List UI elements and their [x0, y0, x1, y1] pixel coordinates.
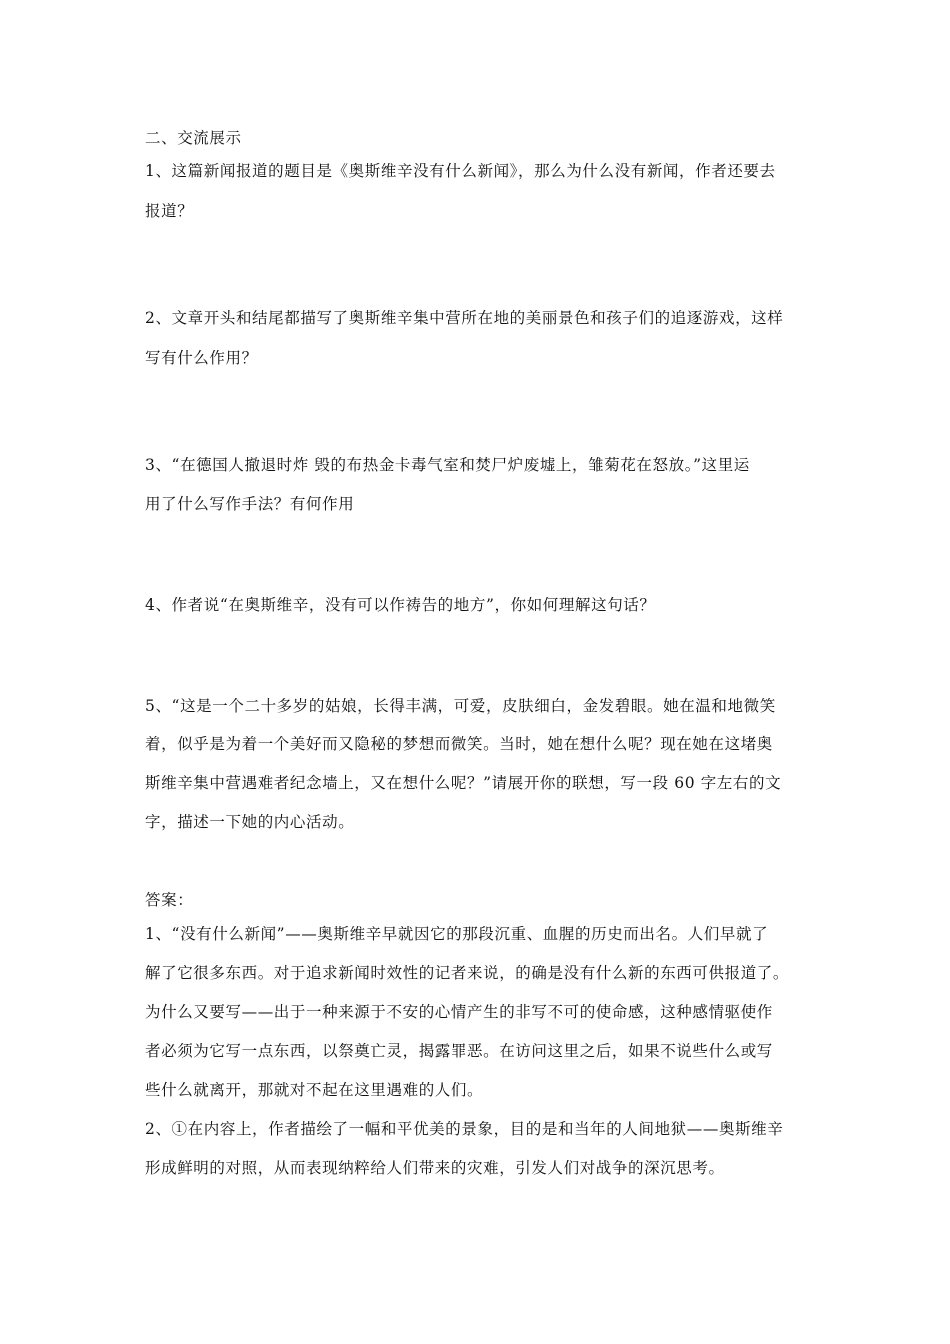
answer-1-line-4: 者必须为它写一点东西，以祭奠亡灵，揭露罪恶。在访问这里之后，如果不说些什么或写 — [145, 1042, 773, 1060]
answer-2-line-1: 2、①在内容上，作者描绘了一幅和平优美的景象，目的是和当年的人间地狱——奥斯维辛 — [145, 1120, 784, 1138]
answer-1-line-3: 为什么又要写——出于一种来源于不安的心情产生的非写不可的使命感，这种感情驱使作 — [145, 1003, 773, 1021]
question-5-line-4: 字，描述一下她的内心活动。 — [145, 813, 355, 831]
question-1-line-1: 1、这篇新闻报道的题目是《奥斯维辛没有什么新闻》，那么为什么没有新闻，作者还要去 — [145, 162, 776, 180]
answer-1-line-5: 些什么就离开，那就对不起在这里遇难的人们。 — [145, 1081, 484, 1099]
question-5-line-1: 5、“这是一个二十多岁的姑娘，长得丰满，可爱，皮肤细白，金发碧眼。她在温和地微笑 — [145, 697, 776, 715]
section-heading: 二、交流展示 — [145, 129, 242, 147]
answer-2-line-2: 形成鲜明的对照，从而表现纳粹给人们带来的灾难，引发人们对战争的深沉思考。 — [145, 1159, 725, 1177]
answer-1-line-1: 1、“没有什么新闻”——奥斯维辛早就因它的那段沉重、血腥的历史而出名。人们早就了 — [145, 925, 769, 943]
question-2-line-2: 写有什么作用？ — [145, 349, 258, 367]
question-3-line-1: 3、“在德国人撤退时炸 毁的布热金卡毒气室和焚尸炉废墟上，雏菊花在怒放。”这里运 — [145, 456, 750, 474]
answer-1-line-2: 解了它很多东西。对于追求新闻时效性的记者来说，的确是没有什么新的东西可供报道了。 — [145, 964, 790, 982]
question-5-line-2: 着，似乎是为着一个美好而又隐秘的梦想而微笑。当时，她在想什么呢？现在她在这堵奥 — [145, 735, 773, 753]
answers-heading: 答案： — [145, 891, 194, 909]
question-2-line-1: 2、文章开头和结尾都描写了奥斯维辛集中营所在地的美丽景色和孩子们的追逐游戏，这样 — [145, 309, 784, 327]
question-4-line-1: 4、作者说“在奥斯维辛，没有可以作祷告的地方”，你如何理解这句话？ — [145, 596, 656, 614]
question-5-line-3: 斯维辛集中营遇难者纪念墙上，又在想什么呢？”请展开你的联想，写一段 60 字左右的文 — [145, 774, 782, 792]
question-1-line-2: 报道？ — [145, 202, 194, 220]
question-3-line-2: 用了什么写作手法？有何作用 — [145, 495, 355, 513]
